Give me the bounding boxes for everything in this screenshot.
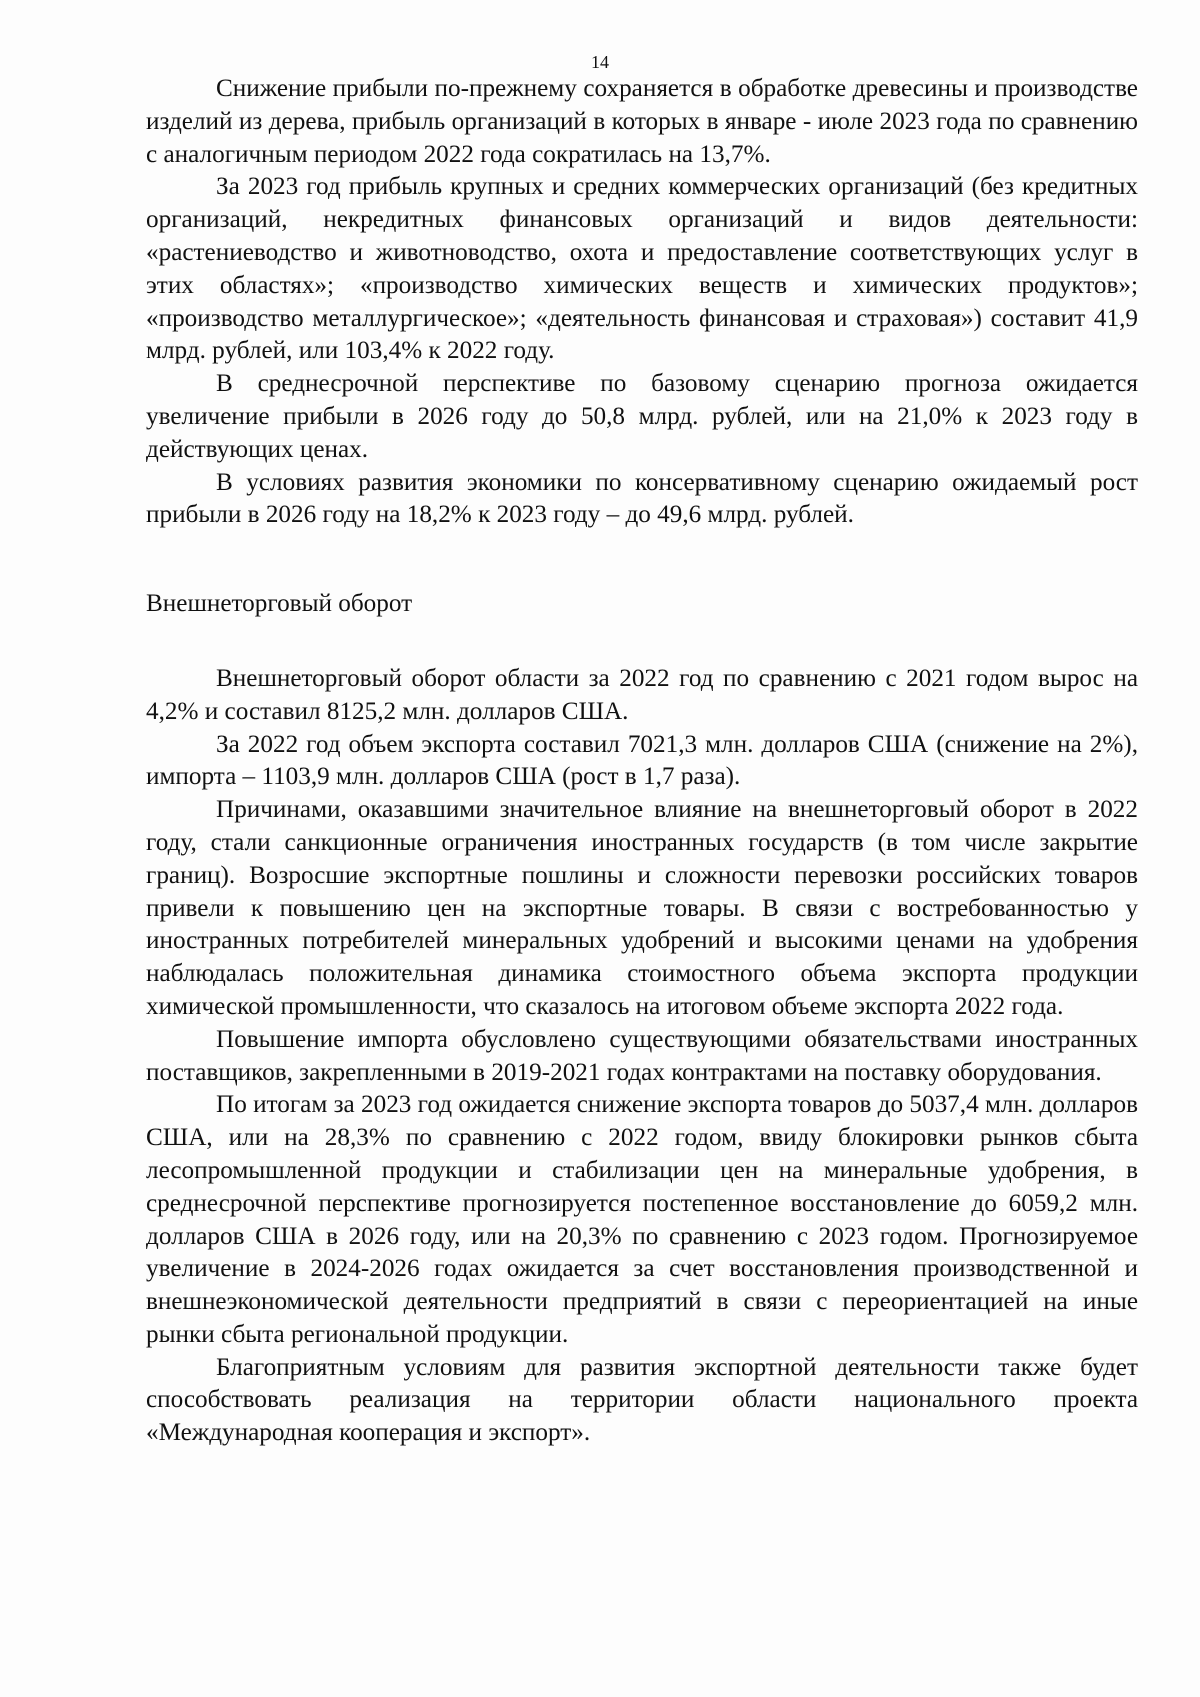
paragraph: В среднесрочной перспективе по базовому сценарию прогноза ожидается увеличение прибыли в 2026 году до 50,8 млрд. рублей, или на 21,0% к 2023 году в действующих ценах. (146, 370, 1138, 463)
paragraph: По итогам за 2023 год ожидается снижение экспорта товаров до 5037,4 млн. долларов США, или на 28,3% по сравнению с 2022 годом, ввиду блокировки рынков сбыта лесопромышленной продукции и стабилизации цен на минеральные удобрения, в среднесрочной перспективе прогнозируется постепенное восстановление до 6059,2 млн. долларов США в 2026 году, или на 20,3% по сравнению с 2023 годом. Прогнозируемое увеличение в 2024-2026 годах ожидается за счет восстановления производственной и внешнеэкономической деятельности предприятий в связи с переориентацией на иные рынки сбыта региональной продукции. (146, 1091, 1139, 1348)
page-number: 14 (591, 52, 609, 72)
paragraph: За 2022 год объем экспорта составил 7021,3 млн. долларов США (снижение на 2%), импорта – 1103,9 млн. долларов США (рост в 1,7 раза). (146, 730, 1138, 791)
paragraph: Благоприятным условиям для развития экспортной деятельности также будет способствовать реализация на территории области национального проекта «Международная кооперация и экспорт». (146, 1353, 1138, 1447)
paragraph: Повышение импорта обусловлено существующими обязательствами иностранных поставщиков, закрепленными в 2019-2021 годах контрактами на поставку оборудования. (146, 1025, 1138, 1086)
paragraph: Причинами, оказавшими значительное влияние на внешнеторговый оборот в 2022 году, стали санкционные ограничения иностранных государств (в том числе закрытие границ). Возросшие экспортные пошлины и сложности перевозки российских товаров привели к повышению цен на экспортные товары. В связи с востребованностью у иностранных потребителей минеральных удобрений и высокими ценами на удобрения наблюдалась положительная динамика стоимостного объема экспорта продукции химической промышленности, что сказалось на итоговом объеме экспорта 2022 года. (146, 796, 1138, 1020)
paragraph: В условиях развития экономики по консервативному сценарию ожидаемый рост прибыли в 2026 году на 18,2% к 2023 году – до 49,6 млрд. рублей. (146, 468, 1138, 529)
paragraph: За 2023 год прибыль крупных и средних коммерческих организаций (без кредитных организаций, некредитных финансовых организаций и видов деятельности: «растениеводство и животноводство, охота и предоставление соответствующих услуг в этих областях»; «производство химических веществ и химических продуктов»; «производство металлургическое»; «деятельность финансовая и страховая») составит 41,9 млрд. рублей, или 103,4% к 2022 году. (146, 173, 1138, 365)
paragraph: Снижение прибыли по-прежнему сохраняется в обработке древесины и производстве изделий из дерева, прибыль организаций в которых в январе - июле 2023 года по сравнению с аналогичным периодом 2022 года сократилась на 13,7%. (146, 75, 1138, 168)
document-body (146, 73, 1138, 1450)
section-title: Внешнеторговый оборот (146, 590, 413, 618)
paragraph: Внешнеторговый оборот области за 2022 год по сравнению с 2021 годом вырос на 4,2% и составил 8125,2 млн. долларов США. (146, 664, 1138, 725)
